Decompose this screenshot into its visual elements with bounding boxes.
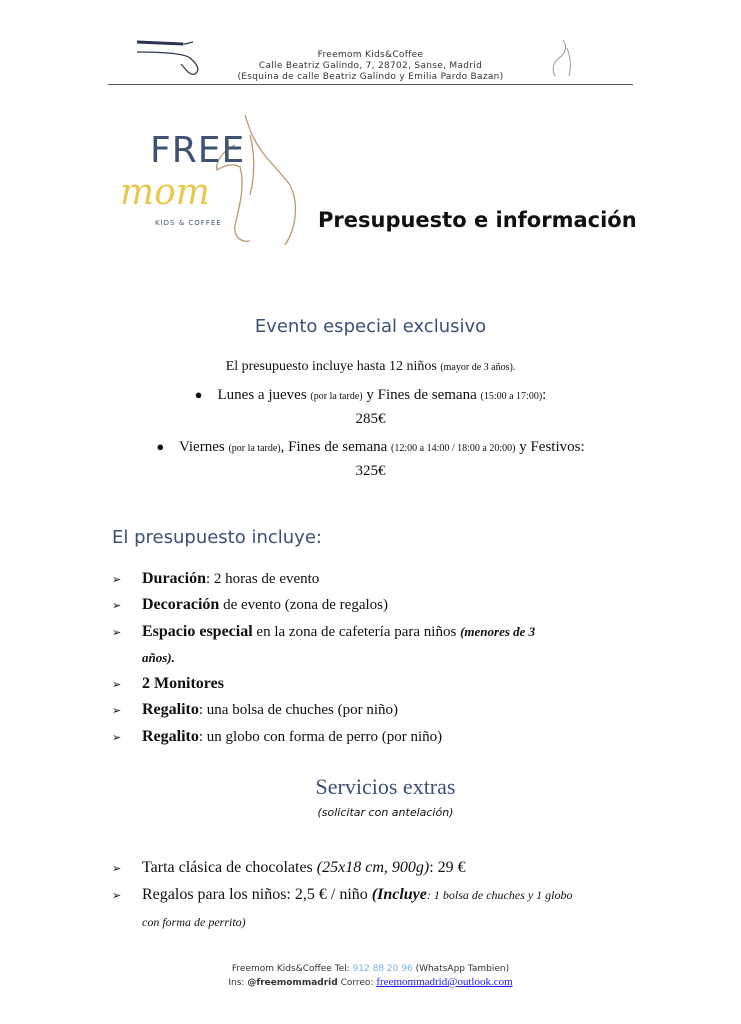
logo-mom-text: mom xyxy=(120,172,210,213)
evento-heading: Evento especial exclusivo xyxy=(254,316,487,337)
phone-number[interactable]: 912 88 20 96 xyxy=(352,964,413,974)
instagram-handle: @freemommadrid xyxy=(247,978,338,988)
extras-subheading: (solicitar con antelación) xyxy=(317,806,454,819)
option-1-price: 285€ xyxy=(355,411,386,427)
list-item: ➢ Decoración de evento (zona de regalos) xyxy=(112,596,388,613)
address-note: (Esquina de calle Beatriz Galindo y Emilia Pardo Bazan) xyxy=(237,72,504,82)
list-item-continued: años). xyxy=(142,650,175,665)
option-2: ● Viernes (por la tarde), Fines de semana (12:00 a 14:00 / 18:00 a 20:00) y Festivos: xyxy=(156,439,585,455)
letterhead xyxy=(0,50,741,83)
page-title: Presupuesto e información xyxy=(318,208,637,232)
option-1: ● Lunes a jueves (por la tarde) y Fines de semana (15:00 a 17:00): xyxy=(194,387,547,403)
extras-heading: Servicios extras xyxy=(315,774,456,799)
freemom-logo xyxy=(115,105,310,250)
extras-item: ➢ Regalos para los niños: 2,5 € / niño (Incluye: 1 bolsa de chuches y 1 globo xyxy=(112,886,573,903)
extras-item-continued: con forma de perrito) xyxy=(142,915,246,929)
evento-intro: El presupuesto incluye hasta 12 niños (mayor de 3 años). xyxy=(225,359,516,374)
address: Calle Beatriz Galindo, 7, 28702, Sanse, Madrid xyxy=(258,61,483,71)
business-name: Freemom Kids&Coffee xyxy=(317,50,424,60)
list-item: ➢ Regalito: un globo con forma de perro (por niño) xyxy=(112,728,443,745)
header-divider xyxy=(108,84,633,85)
logo-free-text: FREE xyxy=(150,130,246,171)
list-item: ➢ Espacio especial en la zona de cafetería para niños (menores de 3 xyxy=(112,623,536,640)
option-2-price: 325€ xyxy=(355,463,386,479)
incluye-heading: El presupuesto incluye: xyxy=(112,527,322,548)
list-item: ➢ Regalito: una bolsa de chuches (por niño) xyxy=(112,701,398,718)
list-item: ➢ Duración: 2 horas de evento xyxy=(112,570,320,587)
giraffe-illustration-icon xyxy=(205,105,310,250)
extras-item: ➢ Tarta clásica de chocolates (25x18 cm, 900g): 29 € xyxy=(112,859,466,876)
logo-tagline: KIDS & COFFEE xyxy=(155,219,222,227)
footer: Freemom Kids&Coffee Tel: 912 88 20 96 (WhatsApp Tambien) Ins: @freemommadrid Correo: freemommadrid@outlook.com xyxy=(228,964,513,988)
email-link[interactable]: freemommadrid@outlook.com xyxy=(376,976,513,988)
list-item: ➢ 2 Monitores xyxy=(112,675,224,692)
